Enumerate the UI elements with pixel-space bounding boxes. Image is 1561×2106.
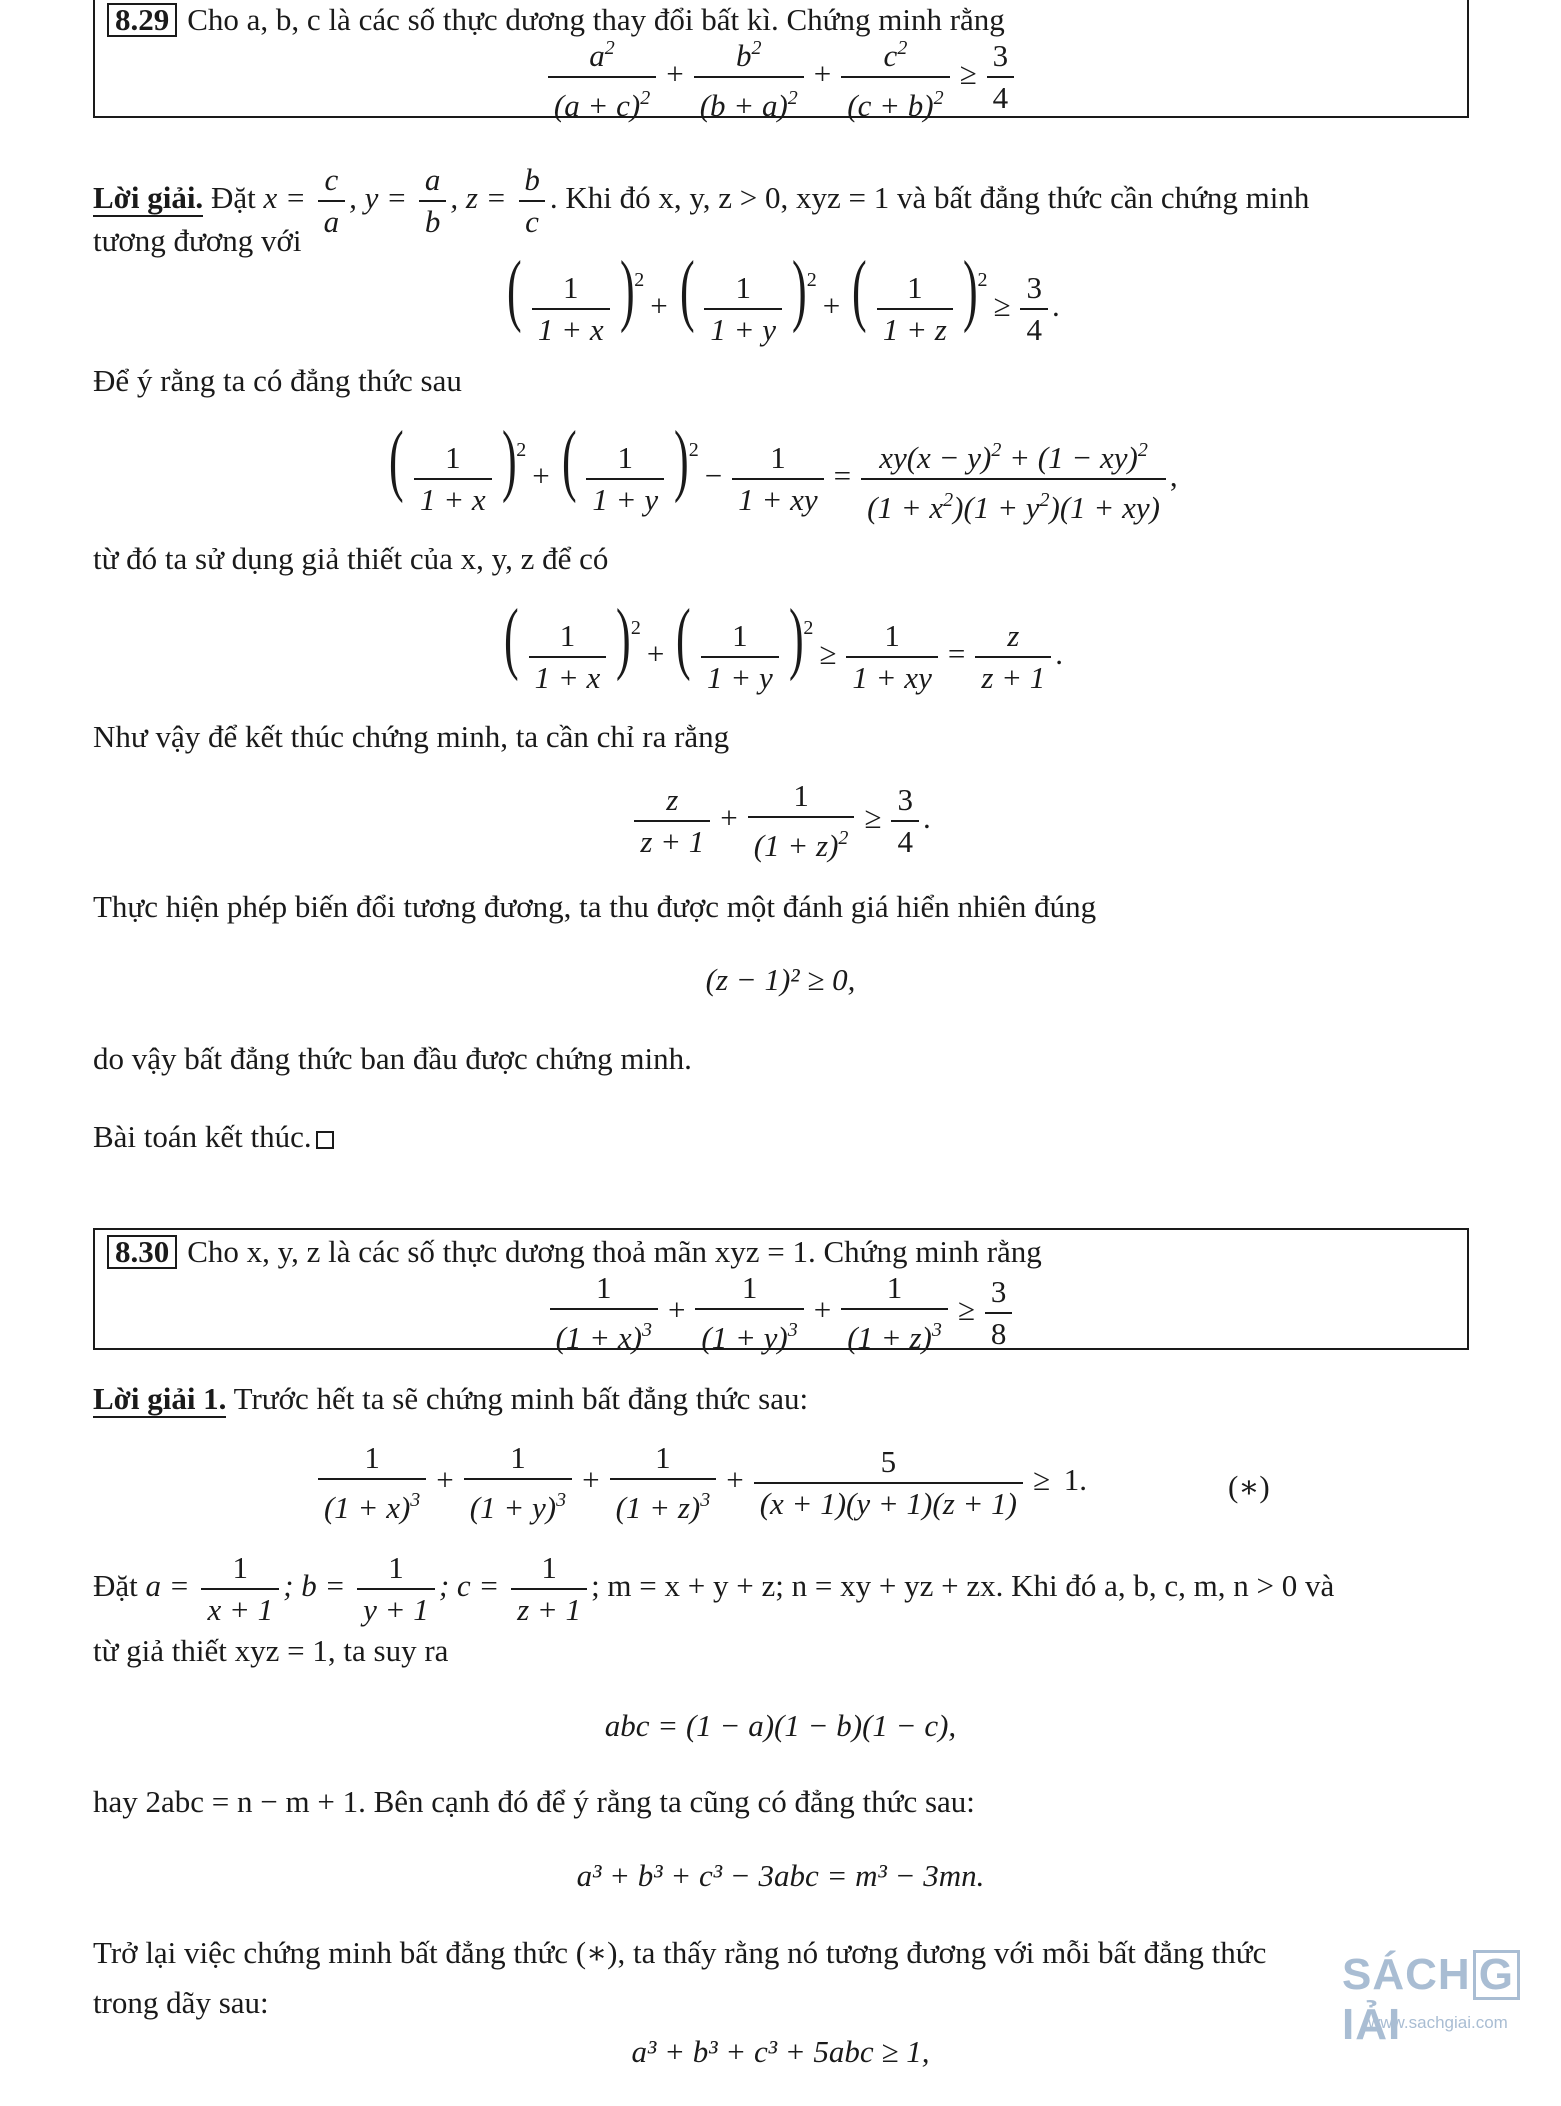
solution-label: Lời giải 1. [93,1381,227,1416]
problem-statement: Cho a, b, c là các số thực dương thay đổi bất kì. Chứng minh rằng [187,2,1005,37]
equation-tag: (∗) [1228,1469,1270,1504]
text-from-hypothesis: từ giả thiết xyz = 1, ta suy ra [93,1633,449,1668]
equation-star: $\frac{1}{(1 + x)^3}$ + $\frac{1}{(1 + y)^3}$ + $\frac{1}{(1 + z)^3}$ + $\frac{5}{(x + 1)(y + 1)(z + 1)}$ ≥ 1. [0,1440,1481,1526]
solution-830-intro: Lời giải 1. Trước hết ta sẽ chứng minh bất đẳng thức sau: [93,1381,809,1416]
text-set-variables: Đặt a = $\frac{1}{x + 1}$ ; b = $\frac{1}{y + 1}$ ; c = $\frac{1}{z + 1}$ ; m = x + y + z; n = xy + yz + zx. Khi đó a, b, c, m, n > 0 và [93,1550,1335,1627]
text-end: Bài toán kết thúc. [93,1118,334,1156]
text-hay: hay 2abc = n − m + 1. Bên cạnh đó để ý rằng ta cũng có đẳng thức sau: [93,1784,975,1819]
problem-number: 8.30 [107,1235,177,1269]
problem-number: 8.29 [107,3,177,37]
equation-abc: abc = (1 − a)(1 − b)(1 − c), [604,1708,957,1743]
text-transform: Thực hiện phép biến đổi tương đương, ta thu được một đánh giá hiển nhiên đúng [93,889,1097,924]
equation-identity: ( $\frac{1}{1 + x}$ )$^2$+ ( $\frac{1}{1 + y}$ )$^2$− $\frac{1}{1 + xy}$ = $\frac{xy(x - y)^2 + (1 - xy)^2}{(1 + x^2)(1 + y^2)(1 + xy)}$ , [389,416,1178,525]
watermark-url: www.sachgiai.com [1368,2013,1508,2032]
text-conclude: do vậy bất đẳng thức ban đầu được chứng minh. [93,1041,692,1076]
text-return-b: trong dãy sau: [93,1985,269,2020]
solution-829-intro-line-2: tương đương với [93,223,302,258]
equation-bound-xy: ( $\frac{1}{1 + x}$ )$^2$+ ( $\frac{1}{1 + y}$ )$^2$≥ $\frac{1}{1 + xy}$ = $\frac{z}{z + 1}$ . [503,594,1064,695]
equation-z-bound: $\frac{z}{z + 1}$ + $\frac{1}{(1 + z)^2}$ ≥ $\frac{3}{4}$ . [0,778,1561,864]
problem-830-inequality: $\frac{1}{(1 + x)^3}$ + $\frac{1}{(1 + y)^3}$ + $\frac{1}{(1 + z)^3}$ ≥ $\frac{3}{8}$ [95,1270,1467,1356]
equation-z-square: (z − 1)² ≥ 0, [705,962,856,997]
text-need-show: Như vậy để kết thúc chứng minh, ta cần chỉ ra rằng [93,719,730,754]
text-identity-note: Để ý rằng ta có đẳng thức sau [93,363,462,398]
problem-830-box [93,1228,1469,1355]
solution-label: Lời giải. [93,180,204,216]
problem-829-inequality: $\frac{a^2}{(a + c)^2}$ + $\frac{b^2}{(b + a)^2}$ + $\frac{c^2}{(c + b)^2}$ ≥ $\frac{3}{4}$ [95,30,1467,124]
sachgiai-watermark-logo: SÁCH GIẢI www.sachgiai.com [1342,1940,1537,2060]
problem-829-box [93,0,1469,123]
text-use-hypothesis: từ đó ta sử dụng giả thiết của x, y, z để có [93,541,609,576]
problem-statement: Cho x, y, z là các số thực dương thoả mãn xyz = 1. Chứng minh rằng [187,1234,1042,1269]
equation-cubes: a³ + b³ + c³ − 3abc = m³ − 3mn. [576,1858,985,1893]
equation-last: a³ + b³ + c³ + 5abc ≥ 1, [631,2034,930,2069]
solution-829-intro-line: Lời giải. Đặt x = $\frac{c}{a}$ , y = $\frac{a}{b}$ , z = $\frac{b}{c}$ . Khi đó x, y, z > 0, xyz = 1 và bất đẳng thức cần chứng minh [93,162,1310,239]
equation-sum-squares: ( $\frac{1}{1 + x}$ )$^2$+ ( $\frac{1}{1 + y}$ )$^2$+ ( $\frac{1}{1 + z}$ )$^2$≥ $\frac{3}{4}$ . [507,246,1060,347]
text-return-a: Trở lại việc chứng minh bất đẳng thức (∗), ta thấy rằng nó tương đương với mỗi bất đẳng thức [93,1935,1267,1970]
qed-square-icon [316,1131,334,1149]
